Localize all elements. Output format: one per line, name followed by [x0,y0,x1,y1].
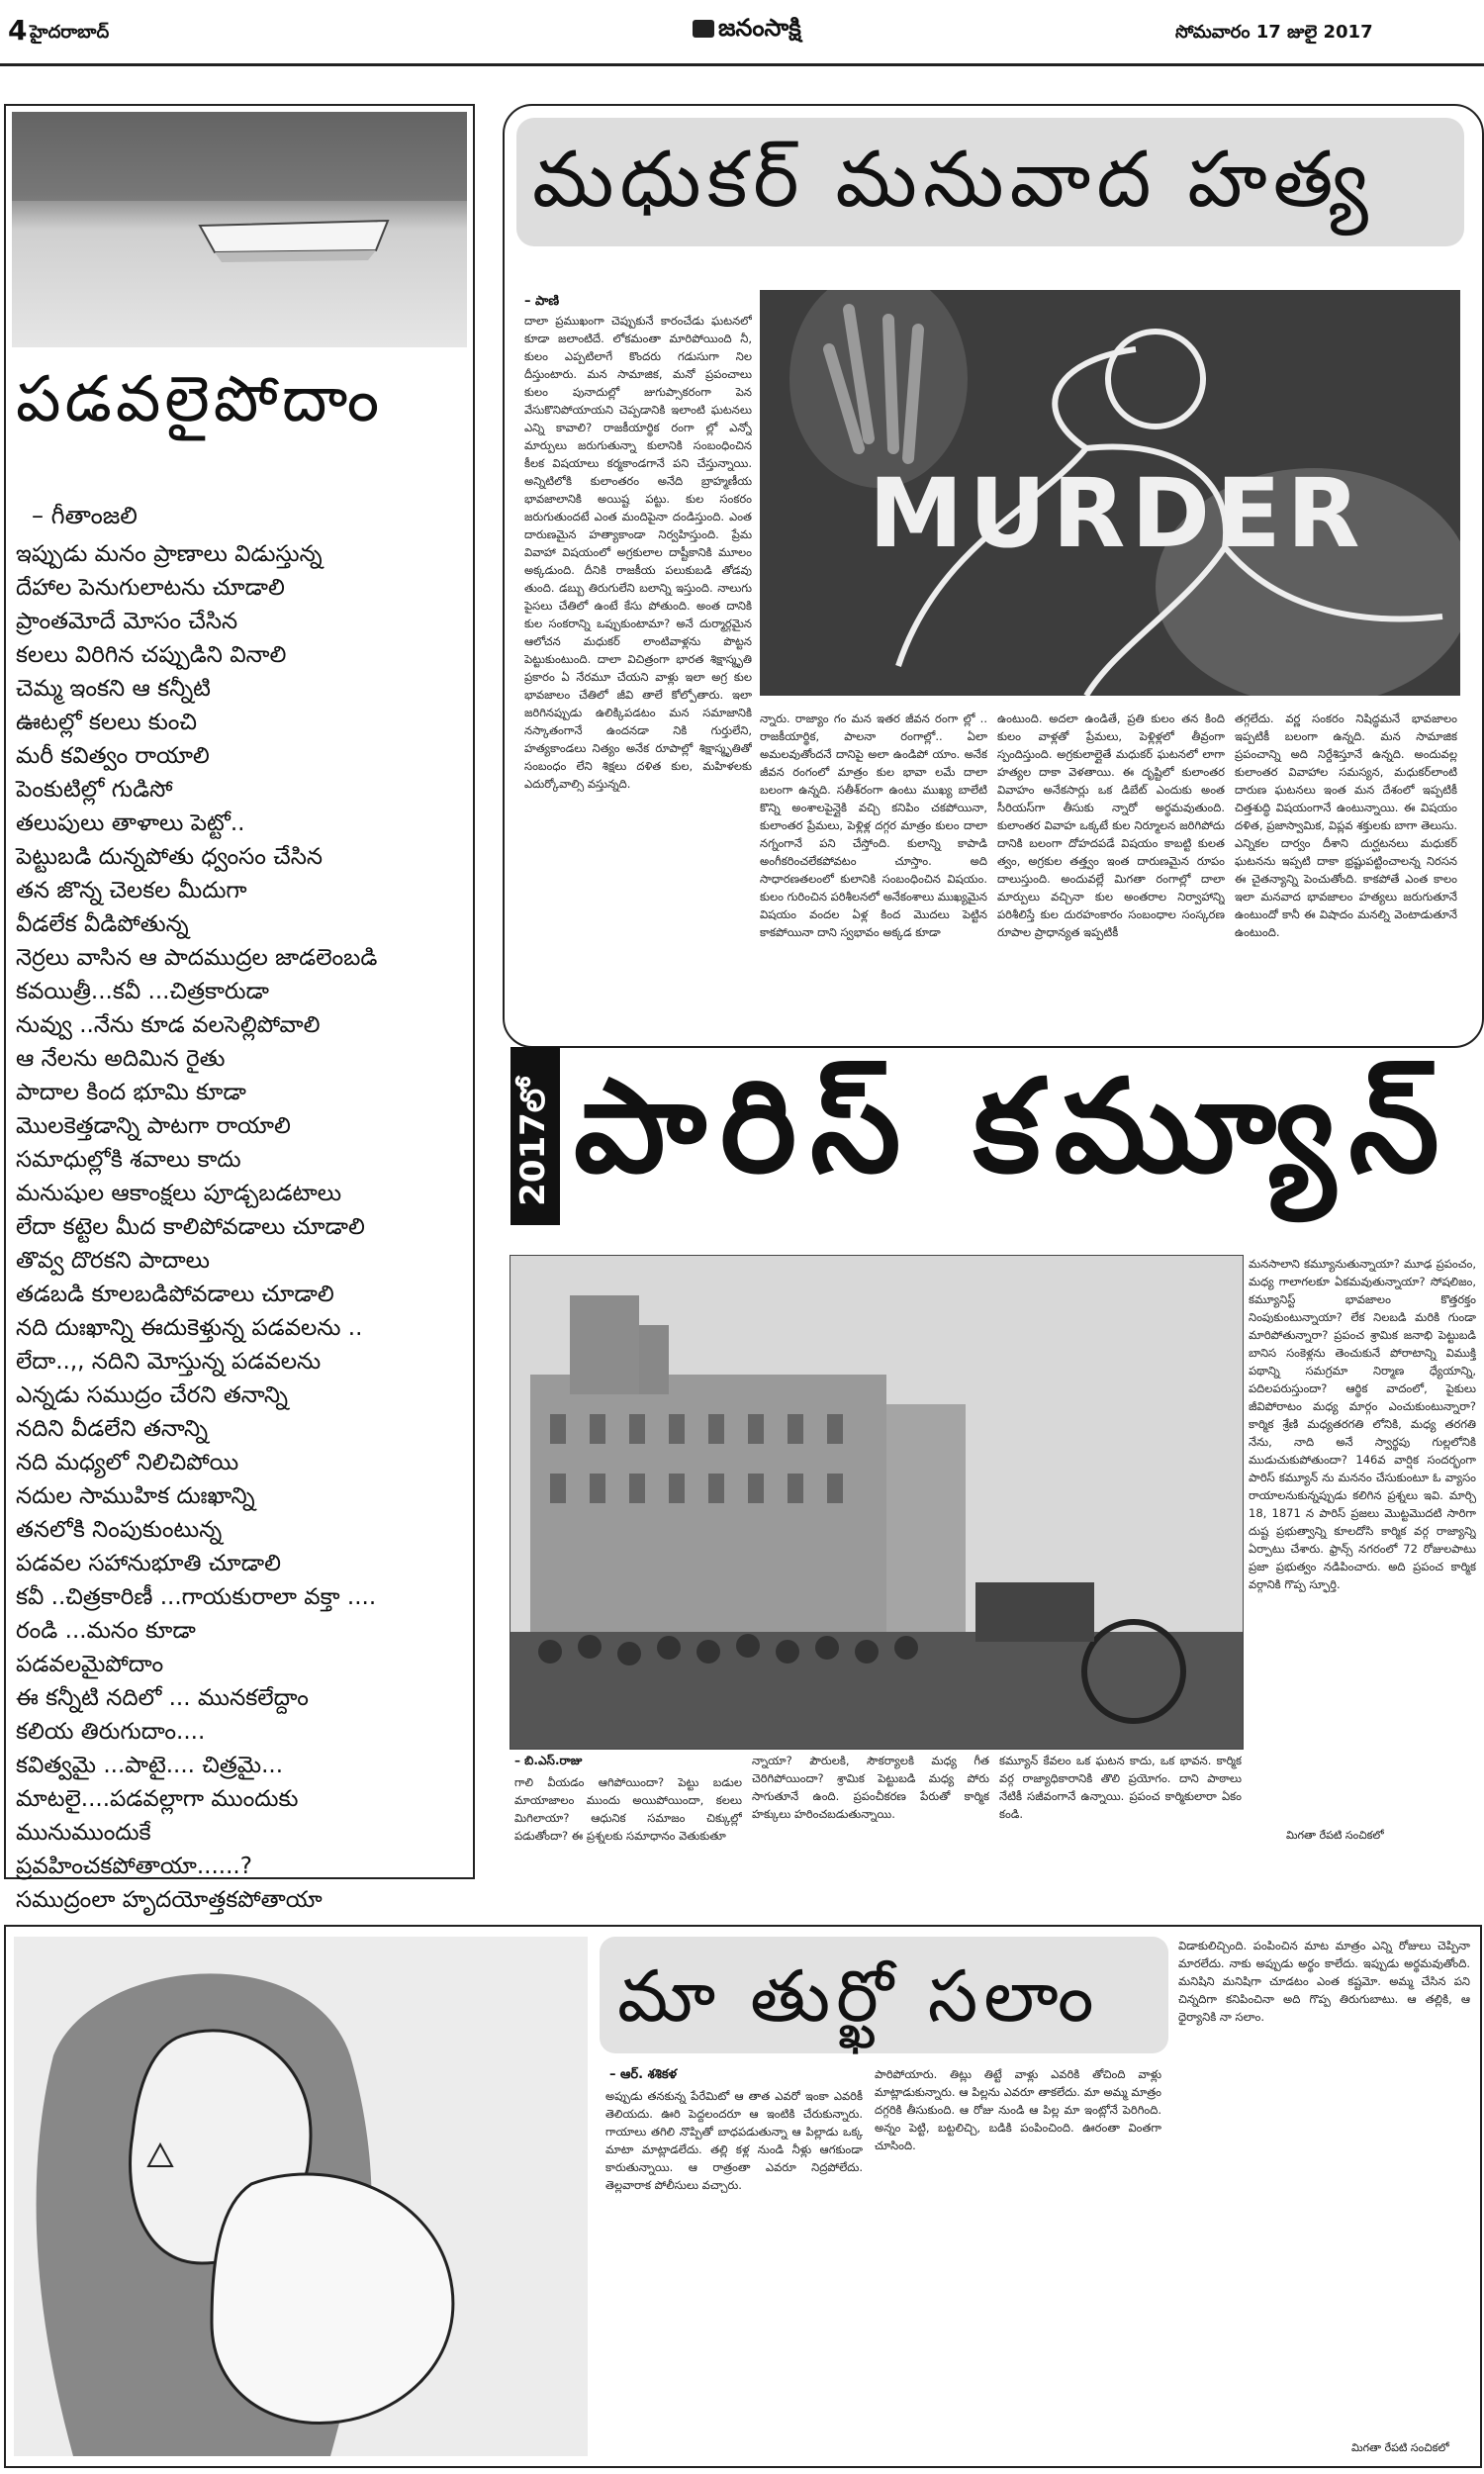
commune-photo [510,1255,1244,1750]
poem-line: ప్రాంతమోదే మోసం చేసిన [16,609,238,634]
murder-col-4: తగ్గలేదు. వర్ణ సంకరం నిషిద్ధమనే భావజాలం ఇప్పటికీ బలంగా ఉన్నది. మన సామాజిక ప్రపంచాన్ని అది నిర్దేశిస్తూనే ఉన్నది. అందువల్ల కులాంతర వివాహాల సమస్యన, మధుకర్‌లాంటి దారుణ ఘటనలు ఇంత మన దేశంలో ఇప్పటికీ చిత్తశుద్ధి విషయంగానే ఉంటున్నాయి. ఈ విషయం దళిత, ప్రజాస్వామిక, విప్లవ శక్తులకు బాగా తెలుసు. ఎన్నికల దార్వం దీశాని దుర్ఘటనలు మధుకర్ ఘటనను ఇప్పటి దాకా భ్రష్టుపట్టించాలన్న నిరసన ఈ చైతన్యాన్ని పెంచుతోంది. కాకపోతే ఎంత కాలం ఇలా మనవాద భావజాలం హత్యలు జరుగుతూనే ఉంటుందో కానీ ఈ విషాదం మనల్ని వెంటాడుతూనే ఉంటుంది. [1235,712,1457,939]
poem-panel [4,104,475,1913]
poem-line: కలలు విరిగిన చప్పుడిని వినాలి [16,642,287,668]
commune-col-b1: గాలి వీయడం ఆగిపోయిందా? పెట్టు బడుల మాయాజాలం ముందు అయిపోయిందా, కలలు మిగిలాయా? ఆధునిక సమాజం చిక్కుల్లో పడుతోందా? ఈ ప్రశ్నలకు సమాధానం వెతుకుతూ [514,1775,742,1843]
poem-line: నదుల సాముహిక దుఃఖాన్ని [16,1483,255,1509]
poem-line: తొవ్వ దొరకని పాదాలు [16,1248,210,1274]
brand-logo [693,14,801,48]
poem-line: మాటలై....పడవల్లాగా ముందుకు [16,1786,299,1812]
murder-image-label: MURDER [869,458,1366,569]
page-city: హైదరాబాద్ [30,22,110,43]
poem-line: ఇప్పుడు మనం ప్రాణాలు విడుస్తున్న [16,541,323,567]
poem-line: ప్రవహించకపోతాయా......? [16,1854,252,1879]
poem-line: సమాధుల్లోకి శవాలు కాదు [16,1147,241,1173]
commune-col-right: మనసాలాని కమ్యూనుతున్నాయా? మూఢ ప్రపంచం, మధ్య గాలాగలకూ ఏకమవుతున్నాయా? సోషలిజం, కమ్యూనిస్ట్ భావజాలం కొత్తరక్తం నింపుకుంటున్నాయా? లేక నిలబడి మరికి గుండా మారిపోతున్నారా? ప్రపంచ శ్రామిక జనాభి పెట్టుబడి బానిస సంకెళ్లను తెంచుకునే పోరాటాన్ని విముక్తి పథాన్ని సమగ్రమా నిర్మాణ ధ్యేయాన్ని, పదిలపరుస్తుందా? ఆర్థిక వాదంలో, పైకులు జీవిపోరాటం మధ్య మార్గం ఎంచుకుంటున్నారా? కార్మిక శ్రేణి మధ్యతరగతి లోనికి, మధ్య తరగతి నేను, నాది అనే స్వార్థపు గుల్లలోనికి ముడుచుకుపోతుందా? 146వ వార్షిక సందర్భంగా పారిస్ కమ్యూన్ ను మననం చేసుకుంటూ ఓ వ్యాసం రాయాలనుకున్నప్పుడు కలిగిన ప్రశ్నలు ఇవి. మార్చి 18, 1871 న పారిస్ ప్రజలు మొట్టమొదటి సారిగా దుష్ట ప్రభుత్వాన్ని కూలదోసి కార్మిక వర్గ రాజ్యాన్ని ఏర్పాటు చేశారు. ఫ్రాన్స్ నగరంలో 72 రోజులపాటు ప్రజా ప్రభుత్వం నడిపించారు. అది ప్రపంచ కార్మిక వర్గానికి గొప్ప స్ఫూర్తి. [1249,1257,1476,1591]
poem-line: మునుముందుకే [16,1820,151,1846]
salaam-title: మా తుర్ఖో సలాం [617,1954,1100,2038]
masthead [0,0,1484,66]
commune-title: పారిస్ కమ్యూన్ [574,1051,1453,1201]
poem-line: నది దుఃఖాన్ని ఈదుకెళ్తున్న పడవలను .. [16,1315,363,1341]
poem-body [16,537,467,1917]
poem-line: నది మధ్యలో నిలిచిపోయి [16,1450,239,1475]
poem-line: కలియ తిరుగుదాం.... [16,1719,206,1745]
poem-line: కవిత్వమై ...పాటై.... చిత్రమై... [16,1753,284,1778]
commune-year-text: 2017లో [513,1078,553,1206]
poem-line: ఆ నేలను అదిమిన రైతు [16,1046,226,1072]
poem-line: పెట్టుబడి దున్నపోతు ధ్వంసం చేసిన [16,844,324,870]
poem-line: మొలకెత్తడాన్ని పాటగా రాయాలి [16,1113,291,1139]
murder-title: మధుకర్ మనువాద హత్య [532,136,1374,225]
poem-title: పడవలైపోదాం [16,363,384,436]
poem-line: లేదా..,, నదిని మోస్తున్న పడవలను [16,1349,322,1375]
poem-line: రండి ...మనం కూడా [16,1618,196,1644]
poem-line: తలుపులు తాళాలు పెట్టో.. [16,810,245,836]
poem-line: ఎన్నడు సముద్రం చేరని తనాన్ని [16,1382,288,1408]
poem-line: తన జొన్న చెలకల మీదుగా [16,878,247,904]
salaam-col-3: విడాకులిచ్చింది. పంపించిన మాట మాత్రం ఎన్ని రోజులు చెప్పినా మారలేదు. నాకు అప్పుడు అర్థం కాలేదు. ఇప్పుడు అర్థమవుతోంది. మనిషిని మనిషిగా చూడటం ఎంత కష్టమో. అమ్మ చేసిన పని చిన్నదిగా కనిపించినా అది గొప్ప తిరుగుబాటు. ఆ తల్లికి, ఆ ధైర్యానికి నా సలాం. [1178,1939,1470,2024]
poem-line: నదిని వీడలేని తనాన్ని [16,1416,209,1442]
poem-line: కవీ ..చిత్రకారిణీ ...గాయకురాలా వక్తా .... [16,1584,377,1610]
commune-year-tag [510,1047,560,1225]
murder-col-1: దాలా ప్రముఖంగా చెప్పుకునే కారంచేడు ఘటనలో కూడా జలాంటిదే. లోకమంతా మారిపోయింది నీ, కులం ఎప్పటిలాగే కొందరు గడుసుగా నిల దీస్తుంటారు. మన సామాజిక, మనో ప్రపంచాలు కులం పునాదుల్లో జుగుప్సాకరంగా పెన వేసుకొనిపోయాయని చెప్పడానికి ఇలాంటి ఘటనలు ఎన్ని కావాలి? రాజకీయార్థిక రంగా ల్లో ఎన్నో మార్పులు జరుగుతున్నా కులానికి సంబంధించిన కీలక విషయాలు కర్మకాండగానే పని చేస్తున్నాయి. అన్నిటిలోకి కులాంతరం అనేది బ్రాహ్మణీయ భావజాలానికి అయిష్ట పట్టు. కుల సంకరం జరుగుతుందటే ఎంత మందిపైనా దండిస్తుంది. ఎంత దారుణమైన హత్యాకాండా నిర్వహిస్తుంది. ప్రేమ వివాహా విషయంలో అగ్రకులాల దాష్టీకానికి మూలం అక్కడుంది. దీనికి రాజకీయ పలుకుబడి తోడవు తుంది. డబ్బు తిరుగులేని బలాన్ని ఇస్తుంది. నాలుగు పైసలు చేతిలో ఉంటే కేసు పోతుంది. అంత దానికి కుల సంకరాన్ని ఒప్పుకుంటామా? అనే దుర్మార్గమైన ఆలోచన మధుకర్ లాంటివాళ్లను పొట్టన పెట్టుకుంటుంది. దాలా విచిత్రంగా భారత శిక్షాస్మృతి ప్రకారం ఏ నేరమూ చేయని వాళ్లు ఇలా అగ్ర కుల భావజాలం చేతిలో జీవి తాలే కోల్పోతారు. ఇలా జరిగినప్పుడు ఉలిక్కిపడటం మన సమాజానికి నస్కాతంగానే ఉందనడా నికి గుర్తులేని, హత్యకాండలు నిత్యం అనేక రూపాల్లో శిక్షాస్మృతితో సంబంధం లేని శిక్షలు దళిత కుల, మహిళలకు ఎదుర్కోవాల్సి వస్తున్నది. [524,314,752,791]
salaam-col-2: పారిపోయారు. తిట్లు తిట్టే వాళ్లు ఎవరికి తోచింది వాళ్లు మాట్లాడుకున్నారు. ఆ పిల్లను ఎవరూ తాకలేదు. మా అమ్మ మాత్రం దగ్గరికి తీసుకుంది. ఆ రోజు నుండి ఆ పిల్ల మా ఇంట్లోనే పెరిగింది. అన్నం పెట్టి, బట్టలిచ్చి, బడికి పంపించింది. ఊరంతా వింతగా చూసింది. [875,2067,1161,2152]
murder-image [760,290,1460,696]
poem-line: ఊటల్లో కలలు కుంచి [16,710,198,735]
poem-line: కవయిత్రీ...కవీ ...చిత్రకారుడా [16,979,269,1004]
page-number: 4 [8,14,28,47]
commune-credit: మిగతా రేపటి సంచికలో [1286,1829,1384,1842]
poem-line: పాదాల కింద భూమి కూడా [16,1080,246,1105]
salaam-article [4,1925,1482,2468]
issue-date: సోమవారం 17 జులై 2017 [1175,22,1373,43]
murder-col-2: న్నారు. రాజ్యాం గం మన ఇతర జీవన రంగా ల్లో .. రాజకీయార్థిక, పాలనా రంగాల్లో.. ఏలా అమలవుతోందనే దానిపై అలా ఉండిపో యాం. అనేక జీవన రంగంలో మాత్రం కుల భావా లమే దాలా బలంగా ఉన్నది. సతీశ్‌రంగా ఉంటు ముఖ్య బాలేటి కొన్ని అంశాలపైన్లైకి వచ్చి కనిపిం చకపోయినా, కులాంతర ప్రేమలు, పెళ్లిళ్ల దగ్గర మాత్రం కులం దాలా నగ్నంగానే పని చేస్తోంది. కులాన్ని కాపాడి అంగీకరించలేకపోవటం చూస్తాం. అది సాధారణతలంలో కులానికి సంబంధించిన విషయం. కులం గురించిన పరిశీలనలో అనేకంశాలు ముఖ్యమైన విషయం వందల ఏళ్ల కింద మొదలు పెట్టిన కాకపోయినా దాని స్వభావం అక్కడ కూడా [760,712,987,939]
poem-author: – గీతాంజలి [32,502,138,529]
poem-line: మనుషుల ఆకాంక్షలు పూడ్చబడటాలు [16,1181,342,1206]
salaam-title-band [600,1937,1168,2053]
commune-col-b2: న్నాయా? పౌరులకి, సౌకర్యాలకి మధ్య గీత చెరిగిపోయిందా? శ్రామిక పెట్టుబడి మధ్య పోరు సాగుతూనే ఉంది. ప్రపంచీకరణ పేరుతో కార్మిక హక్కులు హరించబడుతున్నాయి. [752,1754,989,1821]
brand-name: జనంసాక్షి [718,14,801,42]
poem-line: తనలోకి నింపుకుంటున్న [16,1517,223,1543]
poem-line: నెర్రలు వాసిన ఆ పాదముద్రల జాడలెంబడి [16,945,378,971]
murder-byline: – పాణి [524,294,560,309]
brand-mark-icon [693,20,714,38]
murder-title-band [516,118,1464,246]
commune-col-b3: కమ్యూన్ కేవలం ఒక ఘటన కాదు, ఒక భావన. కార్మిక వర్గ రాజ్యాధికారానికి తొలి ప్రయోగం. దాని పాఠాలు నేటికీ సజీవంగానే ఉన్నాయి. ప్రపంచ కార్మికులారా ఏకం కండి. [999,1754,1242,1821]
poem-line: మరీ కవిత్వం రాయాలి [16,743,210,769]
poem-line: పడవల సహానుభూతి చూడాలి [16,1551,281,1576]
salaam-credit: మిగతా రేపటి సంచికలో [1351,2441,1449,2454]
boat-photo [12,112,467,347]
poem-line: చెమ్మ ఇంకని ఆ కన్నీటి [16,676,211,702]
poem-line: వీడలేక వీడిపోతున్న [16,911,189,937]
poem-line: పడవలమైపోదాం [16,1652,164,1677]
murder-col-3: ఉంటుంది. అదలా ఉండితే, ప్రతి కులం తన కింది కులం వాళ్లతో ప్రేమలు, పెళ్లిళ్లలో తీవ్రంగా స్పందిస్తుంది. అగ్రకులాల్లైతే మధుకర్ ఘటనలో లాగా హత్యల దాకా వెళతాయి. ఈ దృష్టిలో కులాంతర వివాహం అనేకసార్లు ఒక డిబేట్ ఎందుకు అంత సీరియస్‌గా తీసుకు న్నారో అర్థమవుతుంది. కులాంతర వివాహ ఒక్కటే కుల నిర్మూలన జరిగిపోదు దానికి బలంగా దోహదపడే విషయం కాబట్టి కులత త్వం, అగ్రకుల తత్త్వం ఇంత దారుణమైన రూపం దాలుస్తుంది. అందువల్లే మిగతా రంగాల్లో దాలా మార్పులు వచ్చినా కుల అంతరాల నిర్వాహాన్ని పరిశీలిస్తే కుల దురహంకారం సంబంధాల సంస్కరణ రూపాల ప్రాధాన్యత ఇప్పటికీ [997,712,1225,939]
mother-child-illustration [14,1937,588,2456]
poem-line: లేదా కట్టెల మీద కాలిపోవడాలు చూడాలి [16,1214,365,1240]
commune-byline: – బి.ఎస్.రాజు [514,1754,583,1767]
poem-line: తడబడి కూలబడిపోవడాలు చూడాలి [16,1282,334,1307]
salaam-col-1: అప్పుడు తనకున్న పేరేమిటో ఆ తాత ఎవరో ఇంకా ఎవరికీ తెలియదు. ఊరి పెద్దలందరూ ఆ ఇంటికి చేరుకున్నారు. గాయాలు తగిలి నొప్పితో బాధపడుతున్నా ఆ పిల్లాడు ఒక్క మాటా మాట్లాడలేదు. తల్లి కళ్ల నుండి నీళ్లు ఆగకుండా కారుతున్నాయి. ఆ రాత్రంతా ఎవరూ నిద్రపోలేదు. తెల్లవారాక పోలీసులు వచ్చారు. [605,2089,863,2192]
poem-line: దేహాల పెనుగులాటను చూడాలి [16,575,285,601]
poem-line: సముద్రంలా హృదయోత్తకపోతాయా [16,1887,323,1913]
murder-article [503,104,1484,1048]
salaam-byline: – ఆర్. శశికళ [609,2067,678,2082]
poem-line: పెంకుటిల్లో గుడిసో [16,777,173,803]
poem-line: నువ్వు ..నేను కూడ వలసెల్లిపోవాలి [16,1012,321,1038]
poem-line: ఈ కన్నీటి నదిలో ... మునకలేద్దాం [16,1685,309,1711]
